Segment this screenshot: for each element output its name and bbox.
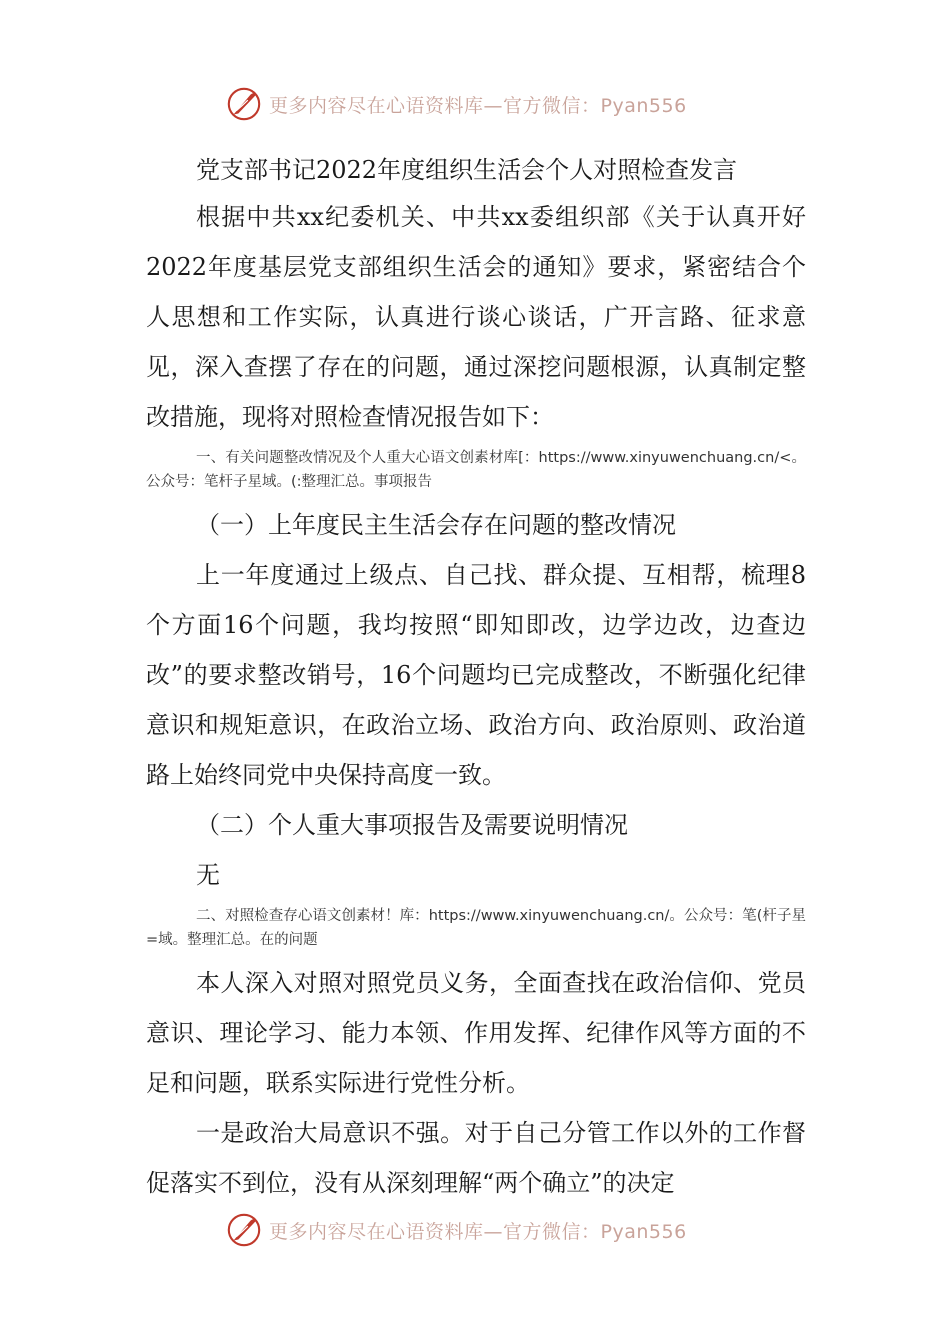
paragraph-3: 本人深入对照对照党员义务，全面查找在政治信仰、党员意识、理论学习、能力本领、作用发挥、纪律作风等方面的不足和问题，联系实际进行党性分析。 [146,969,806,1097]
banner-wechat-id: Pyan556 [600,1220,687,1243]
banner-text [269,91,687,118]
paragraph-2: 无 [196,861,220,889]
watermark-note-1: 一、有关问题整改情况及个人重大心语文创素材库[：https://www.xinyuwenchuang.cn/<。公众号：笔杆子星域。(:整理汇总。事项报告 [146,450,806,490]
section-heading-2: （二）个人重大事项报告及需要说明情况 [196,811,628,839]
banner-label: 更多内容尽在心语资料库—官方微信： [269,94,601,117]
section-heading-1: （一）上年度民主生活会存在问题的整改情况 [196,511,676,539]
document-body [146,148,806,1208]
watermark-note-2: 二、对照检查存心语文创素材！库：https://www.xinyuwenchuang.cn/。公众号：笔(杆子星=域。整理汇总。在的问题 [146,908,806,948]
banner-text [269,1217,687,1244]
paragraph-4: 一是政治大局意识不强。对于自己分管工作以外的工作督促落实不到位，没有从深刻理解“两个确立”的决定 [146,1119,806,1197]
pen-feather-icon [225,85,263,123]
footer-banner [225,1208,745,1252]
intro-paragraph: 根据中共xx纪委机关、中共xx委组织部《关于认真开好2022年度基层党支部组织生活会的通知》要求，紧密结合个人思想和工作实际，认真进行谈心谈话，广开言路、征求意见，深入查摆了存在的问题，通过深挖问题根源，认真制定整改措施，现将对照检查情况报告如下： [146,203,806,431]
pen-feather-icon [225,1211,263,1249]
header-banner [225,82,745,126]
banner-wechat-id: Pyan556 [600,94,687,117]
paragraph-1: 上一年度通过上级点、自己找、群众提、互相帮，梳理8个方面16个问题，我均按照“即知即改，边学边改，边查边改”的要求整改销号，16个问题均已完成整改，不断强化纪律意识和规矩意识，在政治立场、政治方向、政治原则、政治道路上始终同党中央保持高度一致。 [146,561,806,789]
document-title: 党支部书记2022年度组织生活会个人对照检查发言 [196,156,738,184]
banner-label: 更多内容尽在心语资料库—官方微信： [269,1220,601,1243]
